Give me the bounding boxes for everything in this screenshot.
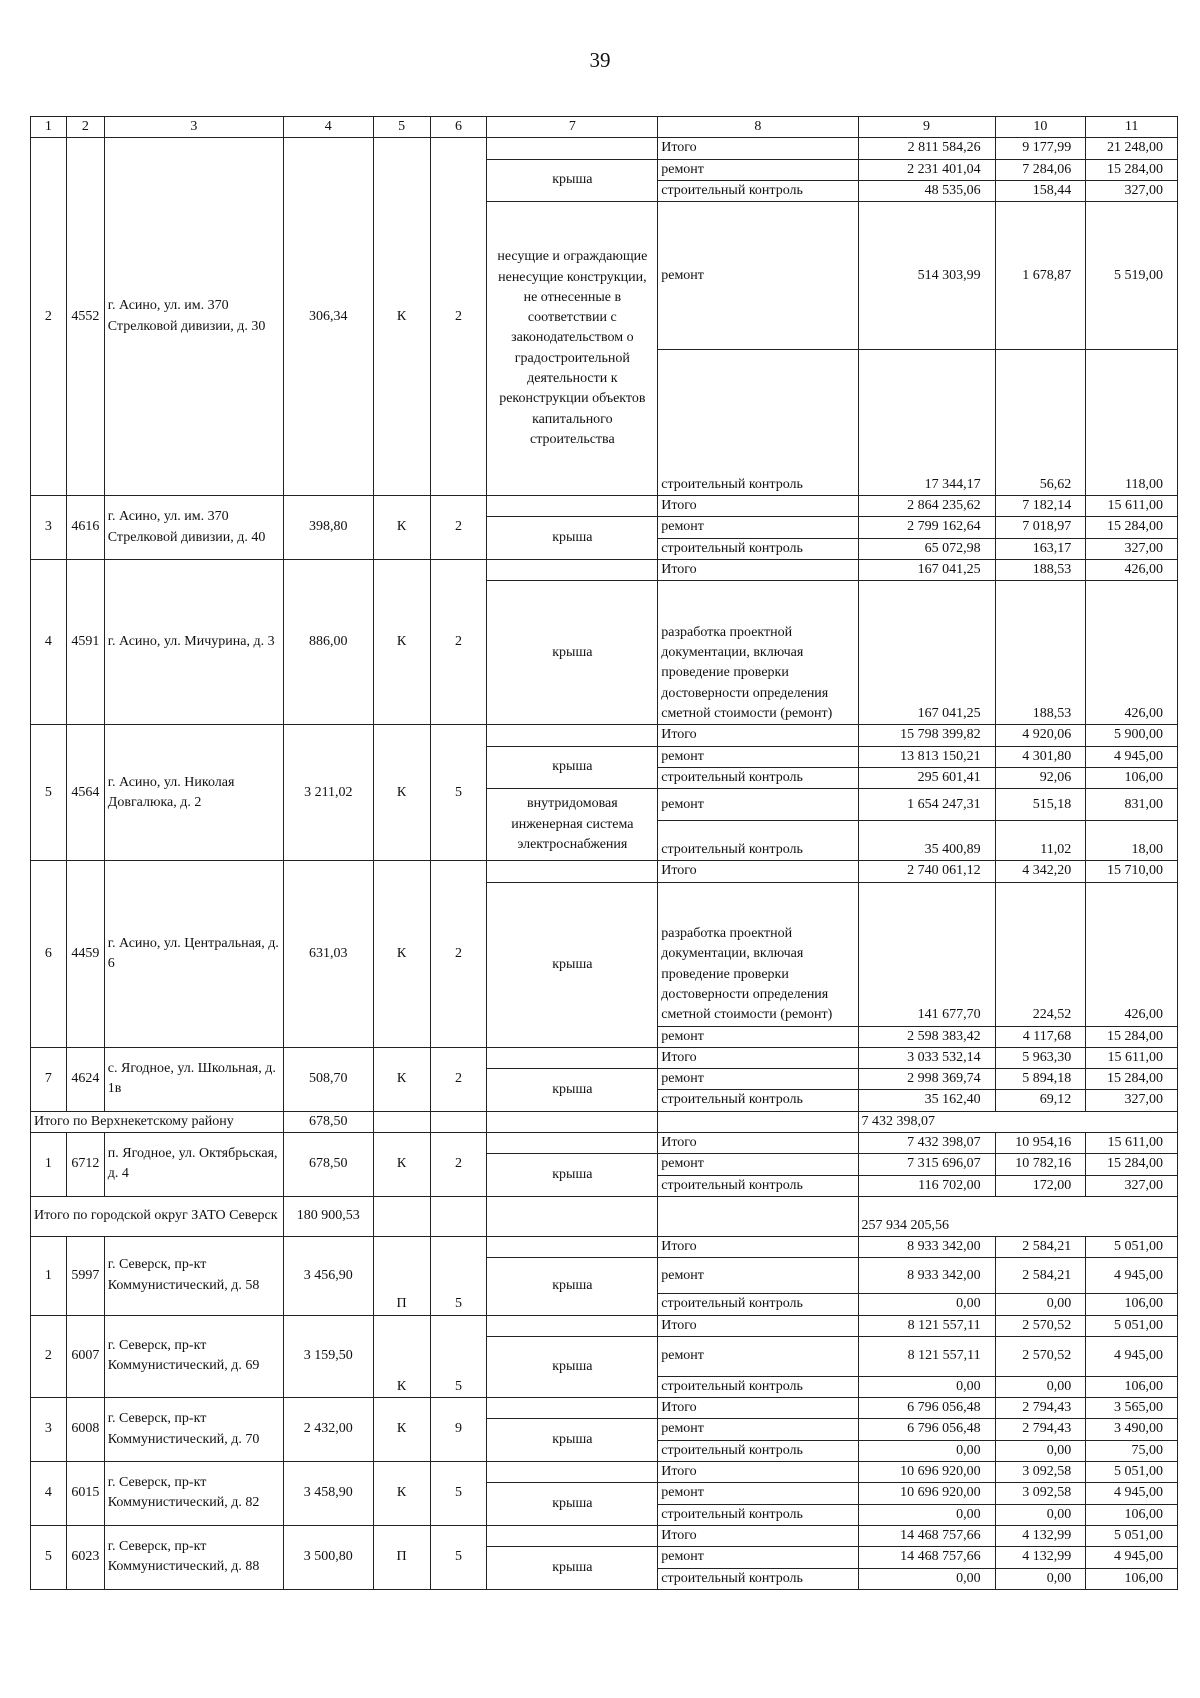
page-number: 39 (589, 48, 611, 72)
item-label: ремонт (658, 1483, 858, 1504)
cost-value: 17 344,17 (858, 350, 995, 496)
table-row (31, 1047, 1178, 1068)
cost-value: 7 432 398,07 (858, 1133, 995, 1154)
house-type: П (373, 1525, 430, 1589)
item-label: ремонт (658, 1069, 858, 1090)
unit-cost-value: 1 678,87 (995, 202, 1086, 350)
limit-value: 5 519,00 (1086, 202, 1178, 350)
house-id: 4459 (66, 861, 104, 1048)
floors: 5 (430, 1236, 487, 1315)
unit-cost-value: 172,00 (995, 1175, 1086, 1196)
area: 886,00 (284, 560, 374, 725)
work-type (487, 1398, 658, 1419)
unit-cost-value: 7 018,97 (995, 517, 1086, 538)
limit-value: 15 611,00 (1086, 1047, 1178, 1068)
limit-value: 106,00 (1086, 1294, 1178, 1315)
house-type: К (373, 138, 430, 496)
work-type: крыша (487, 1547, 658, 1590)
column-header: 5 (373, 117, 430, 138)
work-type (487, 560, 658, 581)
work-type: крыша (487, 581, 658, 725)
unit-cost-value: 56,62 (995, 350, 1086, 496)
item-label: ремонт (658, 1154, 858, 1175)
unit-cost-value: 224,52 (995, 882, 1086, 1026)
repair-schedule-table-wrap (30, 116, 1178, 1590)
limit-value: 426,00 (1086, 882, 1178, 1026)
table-row (31, 1398, 1178, 1419)
limit-value: 5 051,00 (1086, 1315, 1178, 1336)
item-label: ремонт (658, 202, 858, 350)
cost-value: 14 468 757,66 (858, 1525, 995, 1546)
area: 306,34 (284, 138, 374, 496)
unit-cost-value: 69,12 (995, 1090, 1086, 1111)
unit-cost-value: 0,00 (995, 1440, 1086, 1461)
limit-value: 5 900,00 (1086, 725, 1178, 746)
limit-value: 15 284,00 (1086, 1069, 1178, 1090)
work-type (487, 725, 658, 746)
table-row (31, 560, 1178, 581)
unit-cost-value: 0,00 (995, 1568, 1086, 1589)
limit-value: 15 611,00 (1086, 1133, 1178, 1154)
work-type (487, 1315, 658, 1336)
work-type (487, 1462, 658, 1483)
item-label: строительный контроль (658, 1376, 858, 1397)
floors: 2 (430, 861, 487, 1048)
house-type: К (373, 560, 430, 725)
limit-value: 106,00 (1086, 1376, 1178, 1397)
cost-value: 14 468 757,66 (858, 1547, 995, 1568)
unit-cost-value: 5 963,30 (995, 1047, 1086, 1068)
row-number: 1 (31, 1133, 67, 1197)
repair-schedule-table (30, 116, 1178, 1590)
cost-value: 0,00 (858, 1376, 995, 1397)
item-label: строительный контроль (658, 821, 858, 861)
unit-cost-value: 0,00 (995, 1376, 1086, 1397)
floors: 5 (430, 1462, 487, 1526)
cost-value: 8 121 557,11 (858, 1315, 995, 1336)
cost-value: 48 535,06 (858, 180, 995, 201)
district-summary-row (31, 1196, 1178, 1236)
house-type: К (373, 1315, 430, 1398)
cost-value: 116 702,00 (858, 1175, 995, 1196)
address: г. Северск, пр-кт Коммунистический, д. 82 (104, 1462, 283, 1526)
item-label: строительный контроль (658, 1294, 858, 1315)
area: 3 458,90 (284, 1462, 374, 1526)
unit-cost-value: 4 920,06 (995, 725, 1086, 746)
address: г. Северск, пр-кт Коммунистический, д. 70 (104, 1398, 283, 1462)
limit-value: 15 284,00 (1086, 159, 1178, 180)
floors: 5 (430, 1315, 487, 1398)
column-header: 9 (858, 117, 995, 138)
limit-value: 15 284,00 (1086, 517, 1178, 538)
cost-value: 6 796 056,48 (858, 1419, 995, 1440)
limit-value: 4 945,00 (1086, 1258, 1178, 1294)
cost-value: 295 601,41 (858, 767, 995, 788)
work-type (487, 1236, 658, 1257)
row-number: 7 (31, 1047, 67, 1111)
limit-value: 327,00 (1086, 1175, 1178, 1196)
limit-value: 4 945,00 (1086, 746, 1178, 767)
item-label: ремонт (658, 1547, 858, 1568)
table-row (31, 861, 1178, 882)
work-type (487, 138, 658, 159)
limit-value: 18,00 (1086, 821, 1178, 861)
address: г. Асино, ул. Мичурина, д. 3 (104, 560, 283, 725)
area: 398,80 (284, 496, 374, 560)
item-label: строительный контроль (658, 1440, 858, 1461)
unit-cost-value: 10 782,16 (995, 1154, 1086, 1175)
work-type: крыша (487, 1483, 658, 1526)
item-label: Итого (658, 1525, 858, 1546)
unit-cost-value: 188,53 (995, 560, 1086, 581)
floors: 2 (430, 1133, 487, 1197)
cost-value: 167 041,25 (858, 560, 995, 581)
row-number: 5 (31, 725, 67, 861)
limit-value: 3 565,00 (1086, 1398, 1178, 1419)
limit-value: 327,00 (1086, 1090, 1178, 1111)
column-header: 10 (995, 117, 1086, 138)
work-type: крыша (487, 1069, 658, 1112)
row-number: 2 (31, 1315, 67, 1398)
table-row (31, 1133, 1178, 1154)
item-label: строительный контроль (658, 1504, 858, 1525)
cost-value: 0,00 (858, 1504, 995, 1525)
limit-value: 106,00 (1086, 1504, 1178, 1525)
work-type: внутридомовая инженерная система электроснабжения (487, 789, 658, 861)
unit-cost-value: 188,53 (995, 581, 1086, 725)
item-label: Итого (658, 1047, 858, 1068)
limit-value: 75,00 (1086, 1440, 1178, 1461)
district-summary-cost: 7 432 398,07 (858, 1111, 1177, 1132)
cost-value: 8 933 342,00 (858, 1236, 995, 1257)
unit-cost-value: 2 584,21 (995, 1236, 1086, 1257)
address: г. Северск, пр-кт Коммунистический, д. 88 (104, 1525, 283, 1589)
item-label: Итого (658, 861, 858, 882)
work-type (487, 861, 658, 882)
district-summary-row (31, 1111, 1178, 1132)
column-header-row (31, 117, 1178, 138)
unit-cost-value: 2 570,52 (995, 1315, 1086, 1336)
house-type: К (373, 861, 430, 1048)
limit-value: 4 945,00 (1086, 1336, 1178, 1376)
cost-value: 2 799 162,64 (858, 517, 995, 538)
work-type (487, 496, 658, 517)
limit-value: 15 710,00 (1086, 861, 1178, 882)
floors: 2 (430, 1047, 487, 1111)
work-type: несущие и ограждающие ненесущие конструкции, не отнесенные в соответствии с законодательством о градостроительной деятельности к реконструкции объектов капитального строительства (487, 202, 658, 496)
unit-cost-value: 9 177,99 (995, 138, 1086, 159)
floors: 2 (430, 138, 487, 496)
unit-cost-value: 2 794,43 (995, 1419, 1086, 1440)
house-type: К (373, 1462, 430, 1526)
item-label: ремонт (658, 1026, 858, 1047)
district-summary-area: 678,50 (284, 1111, 374, 1132)
work-type: крыша (487, 1154, 658, 1197)
cost-value: 2 811 584,26 (858, 138, 995, 159)
area: 3 211,02 (284, 725, 374, 861)
table-row (31, 1236, 1178, 1257)
unit-cost-value: 4 132,99 (995, 1525, 1086, 1546)
unit-cost-value: 4 132,99 (995, 1547, 1086, 1568)
area: 3 456,90 (284, 1236, 374, 1315)
cost-value: 65 072,98 (858, 538, 995, 559)
cost-value: 6 796 056,48 (858, 1398, 995, 1419)
item-label: Итого (658, 1462, 858, 1483)
area: 678,50 (284, 1133, 374, 1197)
item-label: строительный контроль (658, 1568, 858, 1589)
limit-value: 426,00 (1086, 581, 1178, 725)
row-number: 3 (31, 496, 67, 560)
limit-value: 3 490,00 (1086, 1419, 1178, 1440)
house-type: К (373, 496, 430, 560)
cost-value: 514 303,99 (858, 202, 995, 350)
unit-cost-value: 4 342,20 (995, 861, 1086, 882)
unit-cost-value: 158,44 (995, 180, 1086, 201)
limit-value: 106,00 (1086, 767, 1178, 788)
work-type (487, 1047, 658, 1068)
house-id: 6015 (66, 1462, 104, 1526)
item-label: ремонт (658, 789, 858, 821)
unit-cost-value: 4 301,80 (995, 746, 1086, 767)
item-label: ремонт (658, 1258, 858, 1294)
limit-value: 118,00 (1086, 350, 1178, 496)
cost-value: 7 315 696,07 (858, 1154, 995, 1175)
unit-cost-value: 7 284,06 (995, 159, 1086, 180)
cost-value: 2 998 369,74 (858, 1069, 995, 1090)
cost-value: 141 677,70 (858, 882, 995, 1026)
area: 3 500,80 (284, 1525, 374, 1589)
row-number: 2 (31, 138, 67, 496)
item-label: Итого (658, 496, 858, 517)
unit-cost-value: 3 092,58 (995, 1462, 1086, 1483)
house-id: 4624 (66, 1047, 104, 1111)
house-id: 6023 (66, 1525, 104, 1589)
column-header: 1 (31, 117, 67, 138)
house-id: 6007 (66, 1315, 104, 1398)
cost-value: 13 813 150,21 (858, 746, 995, 767)
table-row (31, 138, 1178, 159)
house-id: 4591 (66, 560, 104, 725)
cost-value: 3 033 532,14 (858, 1047, 995, 1068)
limit-value: 4 945,00 (1086, 1483, 1178, 1504)
table-row (31, 1525, 1178, 1546)
table-row (31, 725, 1178, 746)
cost-value: 2 864 235,62 (858, 496, 995, 517)
limit-value: 15 611,00 (1086, 496, 1178, 517)
address: с. Ягодное, ул. Школьная, д. 1в (104, 1047, 283, 1111)
row-number: 4 (31, 1462, 67, 1526)
floors: 2 (430, 560, 487, 725)
address: г. Северск, пр-кт Коммунистический, д. 58 (104, 1236, 283, 1315)
work-type: крыша (487, 1336, 658, 1397)
cost-value: 167 041,25 (858, 581, 995, 725)
item-label: Итого (658, 1315, 858, 1336)
item-label: разработка проектной документации, включая проведение проверки достоверности определения сметной стоимости (ремонт) (658, 581, 858, 725)
unit-cost-value: 0,00 (995, 1294, 1086, 1315)
limit-value: 327,00 (1086, 538, 1178, 559)
limit-value: 5 051,00 (1086, 1236, 1178, 1257)
row-number: 5 (31, 1525, 67, 1589)
row-number: 6 (31, 861, 67, 1048)
item-label: ремонт (658, 517, 858, 538)
work-type (487, 1133, 658, 1154)
item-label: строительный контроль (658, 1090, 858, 1111)
item-label: ремонт (658, 1419, 858, 1440)
column-header: 2 (66, 117, 104, 138)
cost-value: 0,00 (858, 1294, 995, 1315)
district-summary-cost: 257 934 205,56 (858, 1196, 1177, 1236)
item-label: строительный контроль (658, 350, 858, 496)
item-label: Итого (658, 560, 858, 581)
area: 508,70 (284, 1047, 374, 1111)
column-header: 7 (487, 117, 658, 138)
item-label: строительный контроль (658, 767, 858, 788)
house-id: 4616 (66, 496, 104, 560)
floors: 9 (430, 1398, 487, 1462)
item-label: ремонт (658, 159, 858, 180)
house-id: 6712 (66, 1133, 104, 1197)
item-label: разработка проектной документации, включая проведение проверки достоверности определения сметной стоимости (ремонт) (658, 882, 858, 1026)
work-type: крыша (487, 517, 658, 560)
unit-cost-value: 2 794,43 (995, 1398, 1086, 1419)
house-id: 4552 (66, 138, 104, 496)
limit-value: 15 284,00 (1086, 1154, 1178, 1175)
unit-cost-value: 2 584,21 (995, 1258, 1086, 1294)
limit-value: 15 284,00 (1086, 1026, 1178, 1047)
limit-value: 21 248,00 (1086, 138, 1178, 159)
item-label: строительный контроль (658, 1175, 858, 1196)
work-type: крыша (487, 882, 658, 1047)
unit-cost-value: 0,00 (995, 1504, 1086, 1525)
unit-cost-value: 163,17 (995, 538, 1086, 559)
house-type: К (373, 725, 430, 861)
table-row (31, 1315, 1178, 1336)
column-header: 6 (430, 117, 487, 138)
row-number: 1 (31, 1236, 67, 1315)
area: 3 159,50 (284, 1315, 374, 1398)
limit-value: 5 051,00 (1086, 1525, 1178, 1546)
floors: 5 (430, 1525, 487, 1589)
limit-value: 426,00 (1086, 560, 1178, 581)
address: г. Асино, ул. им. 370 Стрелковой дивизии, д. 30 (104, 138, 283, 496)
district-summary-label: Итого по городской округ ЗАТО Северск (31, 1196, 284, 1236)
work-type: крыша (487, 746, 658, 789)
house-type: К (373, 1047, 430, 1111)
item-label: строительный контроль (658, 180, 858, 201)
unit-cost-value: 92,06 (995, 767, 1086, 788)
cost-value: 35 400,89 (858, 821, 995, 861)
item-label: Итого (658, 725, 858, 746)
cost-value: 2 598 383,42 (858, 1026, 995, 1047)
limit-value: 5 051,00 (1086, 1462, 1178, 1483)
unit-cost-value: 515,18 (995, 789, 1086, 821)
cost-value: 0,00 (858, 1440, 995, 1461)
item-label: Итого (658, 1236, 858, 1257)
limit-value: 831,00 (1086, 789, 1178, 821)
house-type: К (373, 1133, 430, 1197)
column-header: 3 (104, 117, 283, 138)
work-type: крыша (487, 1258, 658, 1315)
row-number: 3 (31, 1398, 67, 1462)
address: п. Ягодное, ул. Октябрьская, д. 4 (104, 1133, 283, 1197)
cost-value: 8 933 342,00 (858, 1258, 995, 1294)
area: 2 432,00 (284, 1398, 374, 1462)
unit-cost-value: 4 117,68 (995, 1026, 1086, 1047)
house-id: 6008 (66, 1398, 104, 1462)
cost-value: 1 654 247,31 (858, 789, 995, 821)
house-type: К (373, 1398, 430, 1462)
column-header: 11 (1086, 117, 1178, 138)
limit-value: 106,00 (1086, 1568, 1178, 1589)
district-summary-label: Итого по Верхнекетскому району (31, 1111, 284, 1132)
column-header: 8 (658, 117, 858, 138)
address: г. Асино, ул. Николая Довгалюка, д. 2 (104, 725, 283, 861)
row-number: 4 (31, 560, 67, 725)
cost-value: 10 696 920,00 (858, 1462, 995, 1483)
cost-value: 15 798 399,82 (858, 725, 995, 746)
house-type: П (373, 1236, 430, 1315)
item-label: ремонт (658, 746, 858, 767)
column-header: 4 (284, 117, 374, 138)
unit-cost-value: 5 894,18 (995, 1069, 1086, 1090)
address: г. Асино, ул. Центральная, д. 6 (104, 861, 283, 1048)
limit-value: 327,00 (1086, 180, 1178, 201)
cost-value: 10 696 920,00 (858, 1483, 995, 1504)
area: 631,03 (284, 861, 374, 1048)
cost-value: 0,00 (858, 1568, 995, 1589)
work-type (487, 1525, 658, 1546)
work-type: крыша (487, 159, 658, 202)
cost-value: 35 162,40 (858, 1090, 995, 1111)
cost-value: 2 740 061,12 (858, 861, 995, 882)
table-row (31, 496, 1178, 517)
item-label: строительный контроль (658, 538, 858, 559)
work-type: крыша (487, 1419, 658, 1462)
item-label: Итого (658, 1398, 858, 1419)
district-summary-area: 180 900,53 (284, 1196, 374, 1236)
house-id: 4564 (66, 725, 104, 861)
unit-cost-value: 7 182,14 (995, 496, 1086, 517)
floors: 2 (430, 496, 487, 560)
house-id: 5997 (66, 1236, 104, 1315)
item-label: Итого (658, 1133, 858, 1154)
limit-value: 4 945,00 (1086, 1547, 1178, 1568)
unit-cost-value: 10 954,16 (995, 1133, 1086, 1154)
unit-cost-value: 11,02 (995, 821, 1086, 861)
floors: 5 (430, 725, 487, 861)
item-label: Итого (658, 138, 858, 159)
unit-cost-value: 2 570,52 (995, 1336, 1086, 1376)
cost-value: 2 231 401,04 (858, 159, 995, 180)
cost-value: 8 121 557,11 (858, 1336, 995, 1376)
address: г. Асино, ул. им. 370 Стрелковой дивизии, д. 40 (104, 496, 283, 560)
address: г. Северск, пр-кт Коммунистический, д. 69 (104, 1315, 283, 1398)
item-label: ремонт (658, 1336, 858, 1376)
unit-cost-value: 3 092,58 (995, 1483, 1086, 1504)
table-row (31, 1462, 1178, 1483)
